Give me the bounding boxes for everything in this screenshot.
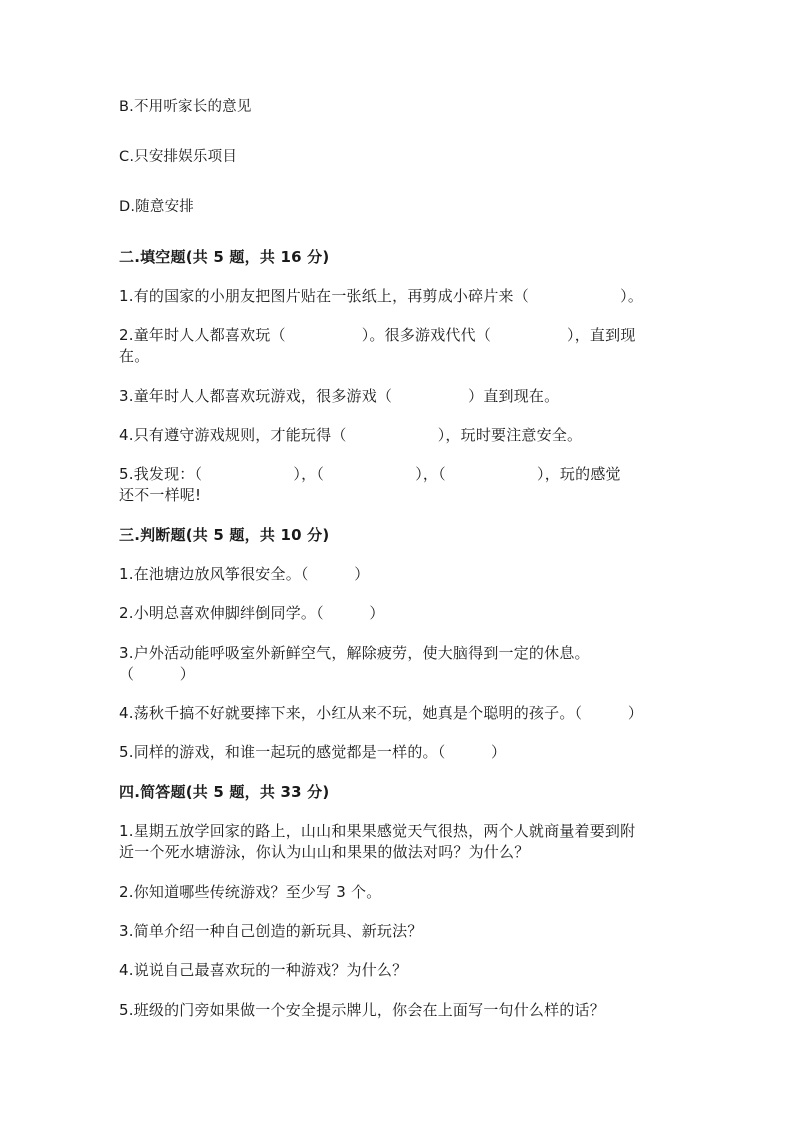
answer-question-4: 4.说说自己最喜欢玩的一种游戏？为什么？ xyxy=(119,961,408,979)
answer-question-5: 5.班级的门旁如果做一个安全提示牌儿，你会在上面写一句什么样的话？ xyxy=(119,1001,605,1019)
judge-question-4: 4.荡秋千搞不好就要摔下来，小红从来不玩，她真是个聪明的孩子。（ ） xyxy=(119,704,644,722)
judge-question-5: 5.同样的游戏，和谁一起玩的感觉都是一样的。（ ） xyxy=(119,743,507,761)
fill-question-5-cont: 还不一样呢! xyxy=(119,486,202,504)
judge-question-3-cont: （ ） xyxy=(119,665,196,683)
fill-question-5: 5.我发现：（ ），（ ），（ ），玩的感觉 xyxy=(119,465,621,483)
fill-question-3: 3.童年时人人都喜欢玩游戏，很多游戏（ ）直到现在。 xyxy=(119,387,560,405)
fill-question-2: 2.童年时人人都喜欢玩（ ）。很多游戏代代（ ），直到现 xyxy=(119,326,636,344)
fill-question-1: 1.有的国家的小朋友把图片贴在一张纸上，再剪成小碎片来（ ）。 xyxy=(119,287,644,305)
answer-question-3: 3.简单介绍一种自己创造的新玩具、新玩法？ xyxy=(119,922,423,940)
answer-question-1: 1.星期五放学回家的路上，山山和果果感觉天气很热，两个人就商量着要到附 xyxy=(119,822,636,840)
judge-question-1: 1.在池塘边放风筝很安全。（ ） xyxy=(119,565,370,583)
section-heading-fill-in: 二.填空题(共 5 题，共 16 分) xyxy=(119,248,330,266)
fill-question-2-cont: 在。 xyxy=(119,347,150,365)
answer-question-1-cont: 近一个死水塘游泳，你认为山山和果果的做法对吗？为什么？ xyxy=(119,843,530,861)
section-heading-short-answer: 四.简答题(共 5 题，共 33 分) xyxy=(119,783,330,801)
option-c: C.只安排娱乐项目 xyxy=(119,149,238,165)
judge-question-3: 3.户外活动能呼吸室外新鲜空气，解除疲劳，使大脑得到一定的休息。 xyxy=(119,644,590,662)
option-d: D.随意安排 xyxy=(119,199,194,215)
answer-question-2: 2.你知道哪些传统游戏？至少写 3 个。 xyxy=(119,883,382,901)
option-b: B.不用听家长的意见 xyxy=(119,99,252,115)
section-heading-true-false: 三.判断题(共 5 题，共 10 分) xyxy=(119,526,330,544)
judge-question-2: 2.小明总喜欢伸脚绊倒同学。（ ） xyxy=(119,604,385,622)
fill-question-4: 4.只有遵守游戏规则，才能玩得（ ），玩时要注意安全。 xyxy=(119,426,583,444)
